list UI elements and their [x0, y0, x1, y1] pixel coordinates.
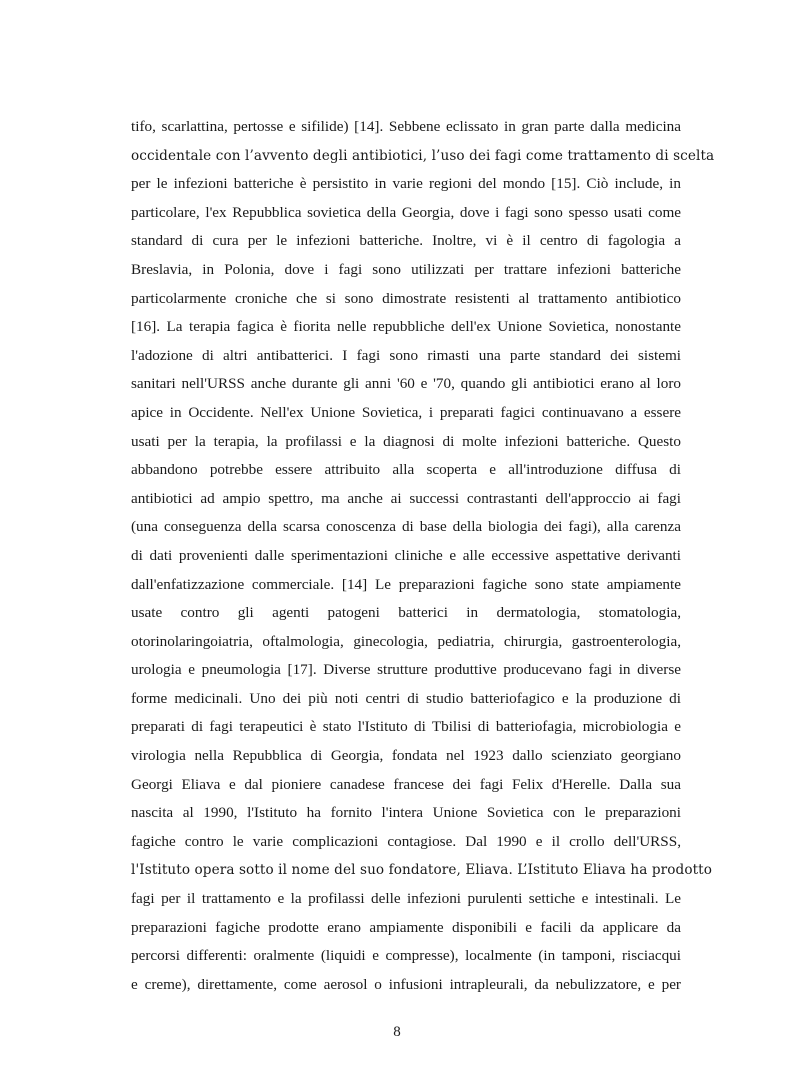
text-line: particolare, l'ex Repubblica sovietica della Georgia, dove i fagi sono spesso usati come: [131, 203, 681, 221]
text-line: [16]. La terapia fagica è fiorita nelle repubbliche dell'ex Unione Sovietica, nonostante: [131, 318, 681, 336]
text-line: antibiotici ad ampio spettro, ma anche ai successi contrastanti dell'approccio ai fagi: [131, 489, 681, 507]
text-line: l'adozione di altri antibatterici. I fagi sono rimasti una parte standard dei sistemi: [131, 346, 681, 364]
text-line: nascita al 1990, l'Istituto ha fornito l'intera Unione Sovietica con le preparazioni: [131, 804, 681, 822]
text-line: Breslavia, in Polonia, dove i fagi sono utilizzati per trattare infezioni batteriche: [131, 260, 681, 278]
page-number: 8: [393, 1024, 401, 1040]
text-line: usati per la terapia, la profilassi e la diagnosi di molte infezioni batteriche. Questo: [131, 432, 681, 450]
text-line: standard di cura per le infezioni batteriche. Inoltre, vi è il centro di fagologia a: [131, 232, 681, 250]
text-line: particolarmente croniche che si sono dimostrate resistenti al trattamento antibiotico: [131, 289, 681, 307]
text-line: otorinolaringoiatria, oftalmologia, ginecologia, pediatria, chirurgia, gastroenterologia,: [131, 632, 681, 650]
text-line: Georgi Eliava e dal pioniere canadese francese dei fagi Felix d'Herelle. Dalla sua: [131, 775, 681, 793]
text-line: e creme), direttamente, come aerosol o infusioni intrapleurali, da nebulizzatore, e per: [131, 975, 681, 993]
text-line: usate contro gli agenti patogeni batterici in dermatologia, stomatologia,: [131, 604, 681, 622]
text-line: tifo, scarlattina, pertosse e sifilide) [14]. Sebbene eclissato in gran parte dalla medicina: [131, 118, 681, 135]
text-line: (una conseguenza della scarsa conoscenza di base della biologia dei fagi), alla carenza: [131, 518, 681, 536]
body-text: [131, 113, 715, 999]
text-line: virologia nella Repubblica di Georgia, fondata nel 1923 dallo scienziato georgiano: [131, 747, 681, 765]
text-line: occidentale con l’avvento degli antibiotici, l’uso dei fagi come trattamento di scelta: [131, 147, 715, 164]
text-line: abbandono potrebbe essere attribuito alla scoperta e all'introduzione diffusa di: [131, 461, 681, 479]
text-line: fagi per il trattamento e la profilassi delle infezioni purulenti settiche e intestinali. Le: [131, 890, 681, 908]
text-line: preparazioni fagiche prodotte erano ampiamente disponibili e facili da applicare da: [131, 918, 681, 936]
text-line: dall'enfatizzazione commerciale. [14] Le preparazioni fagiche sono state ampiamente: [131, 575, 681, 593]
text-line: fagiche contro le varie complicazioni contagiose. Dal 1990 e il crollo dell'URSS,: [131, 832, 681, 850]
text-line: forme medicinali. Uno dei più noti centri di studio batteriofagico e la produzione di: [131, 689, 681, 707]
text-line: apice in Occidente. Nell'ex Unione Sovietica, i preparati fagici continuavano a essere: [131, 403, 681, 421]
text-line: percorsi differenti: oralmente (liquidi e compresse), localmente (in tamponi, risciacqui: [131, 947, 681, 965]
text-line: l'Istituto opera sotto il nome del suo fondatore, Eliava. L’Istituto Eliava ha prodotto: [131, 862, 713, 879]
text-line: sanitari nell'URSS anche durante gli anni '60 e '70, quando gli antibiotici erano al loro: [131, 375, 681, 393]
text-line: urologia e pneumologia [17]. Diverse strutture produttive producevano fagi in diverse: [131, 661, 681, 679]
text-line: per le infezioni batteriche è persistito in varie regioni del mondo [15]. Ciò include, in: [131, 175, 681, 193]
text-line: di dati provenienti dalle sperimentazioni cliniche e alle eccessive aspettative derivanti: [131, 546, 681, 564]
text-line: preparati di fagi terapeutici è stato l'Istituto di Tbilisi di batteriofagia, microbiologia e: [131, 718, 681, 736]
